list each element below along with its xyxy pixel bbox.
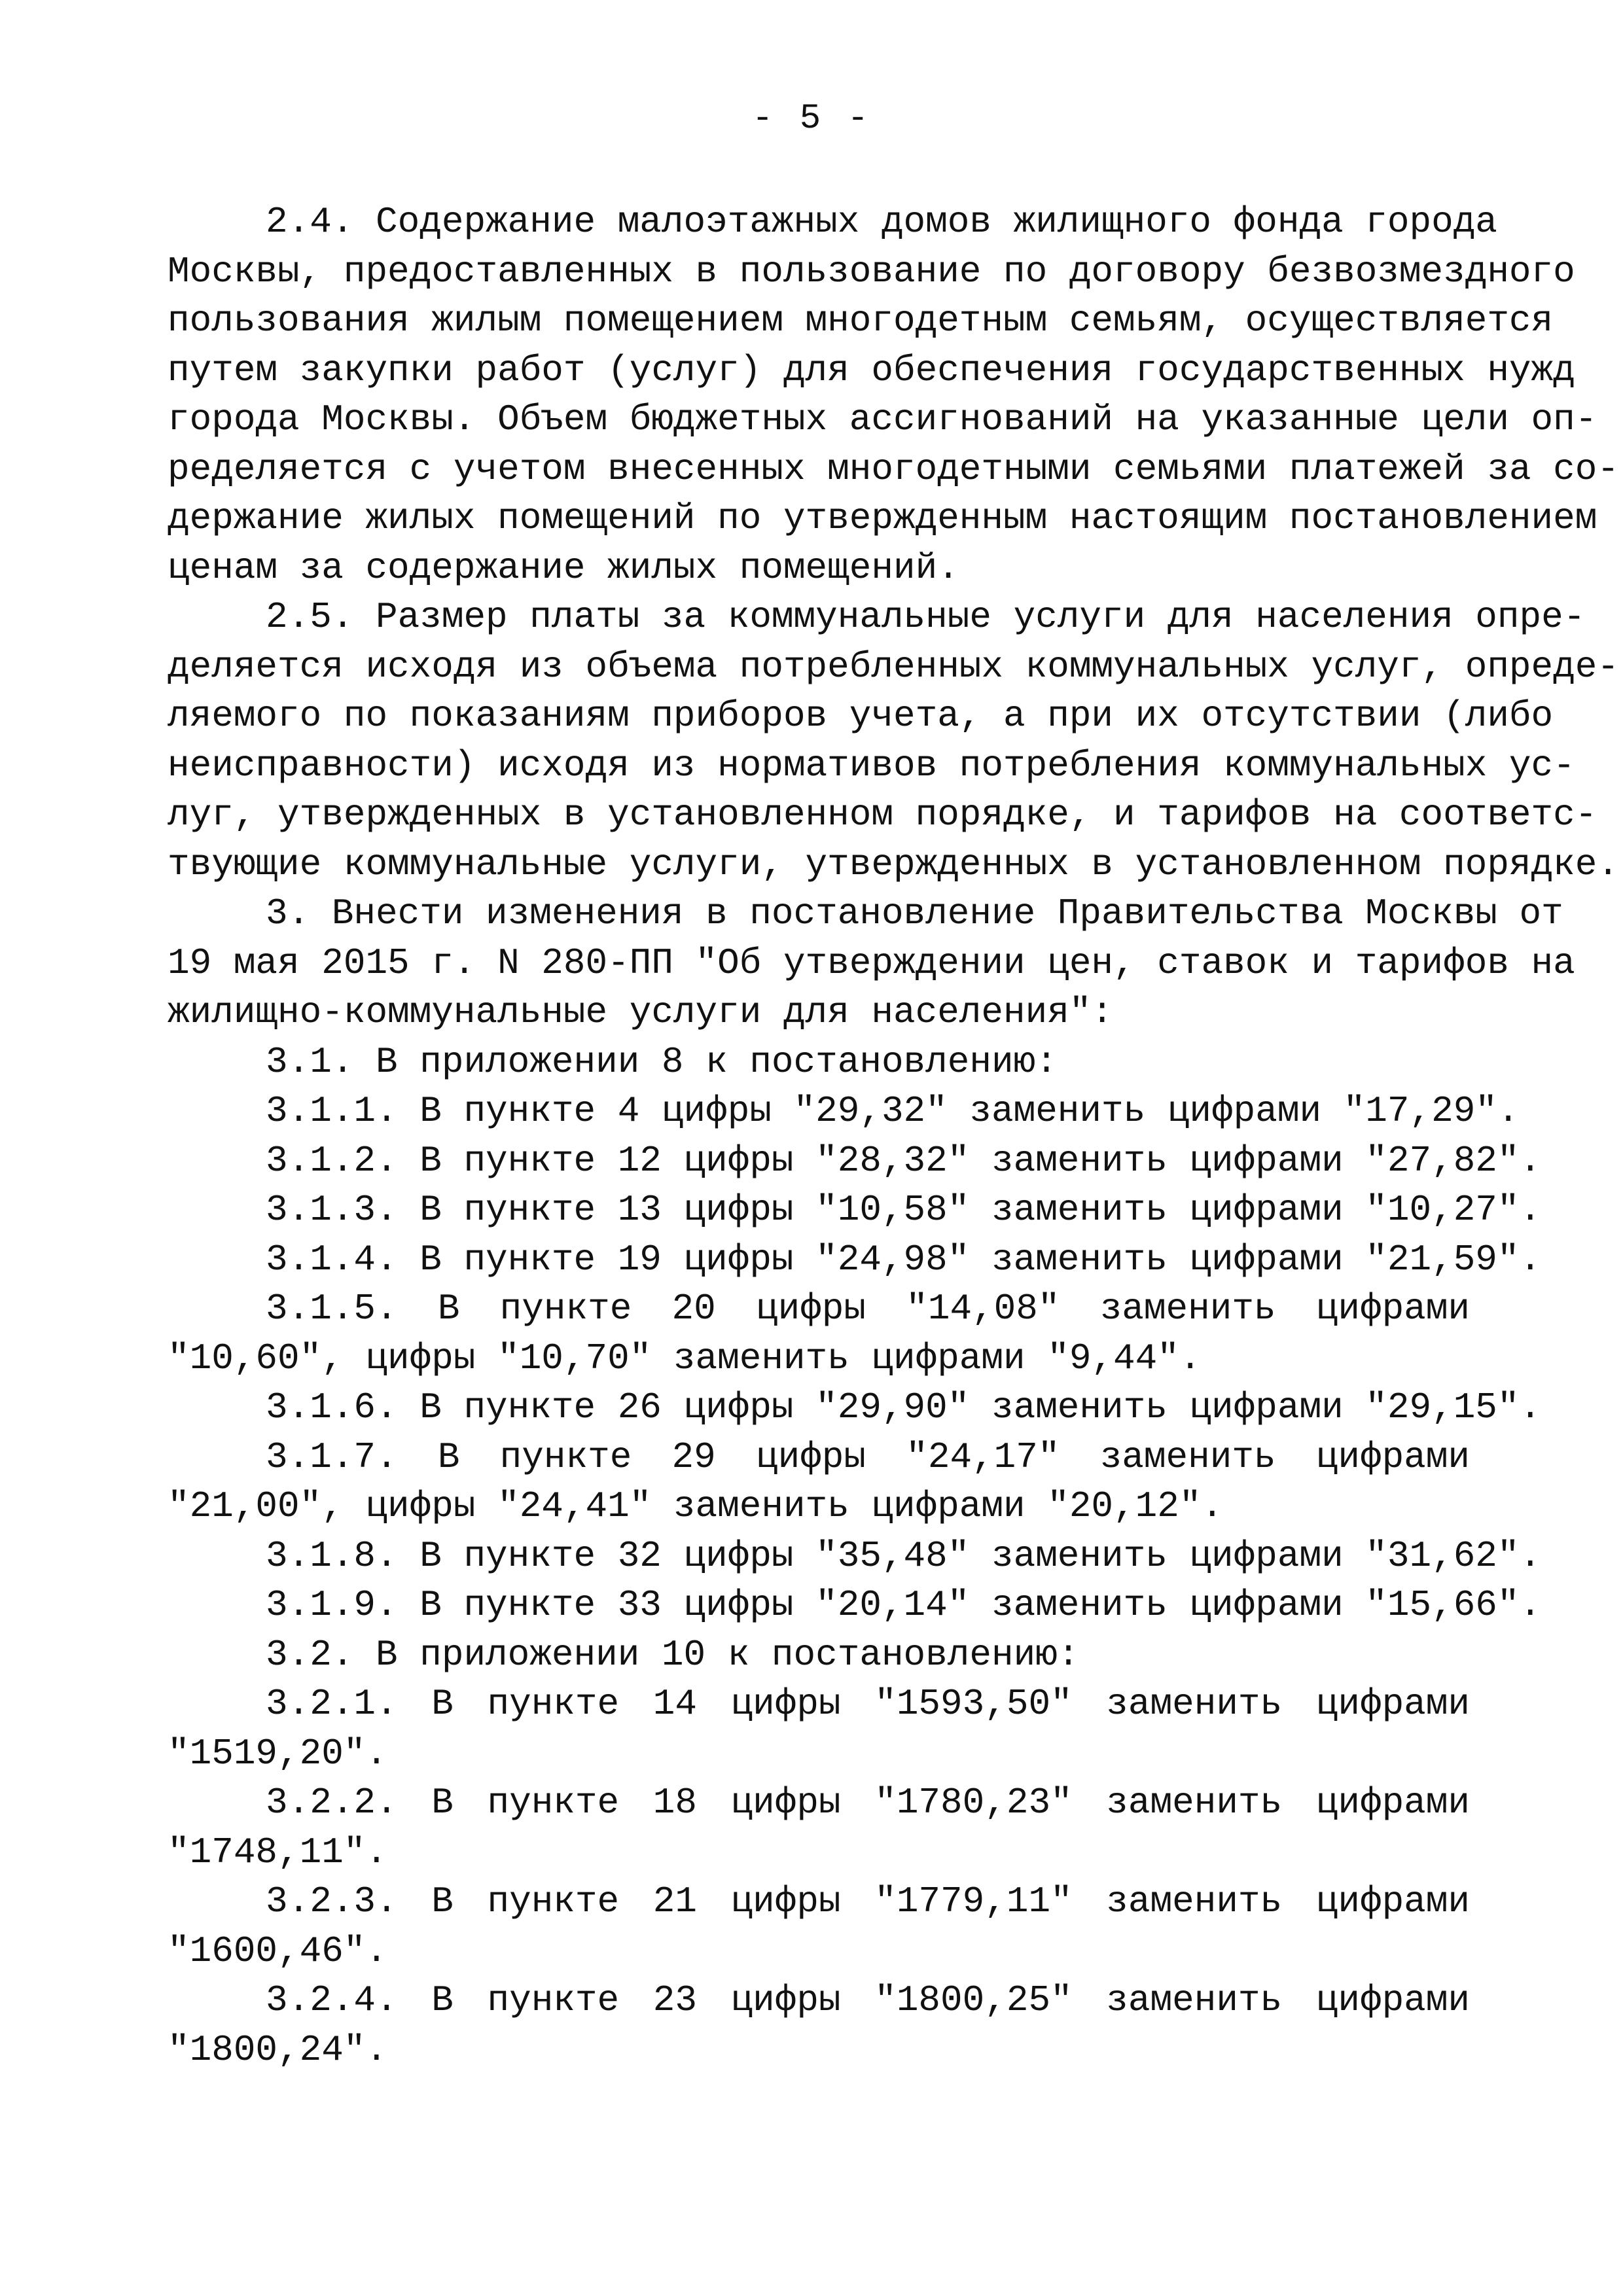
paragraph-2-5 bbox=[168, 593, 1619, 889]
item-3-1-9: 3.1.9. В пункте 33 цифры "20,14" заменить цифрами "15,66". bbox=[266, 1584, 1542, 1626]
item-3-1-2: 3.1.2. В пункте 12 цифры "28,32" заменить цифрами "27,82". bbox=[266, 1139, 1542, 1182]
text-line: 3. Внести изменения в постановление Правительства Москвы от bbox=[266, 892, 1563, 934]
text-line: луг, утвержденных в установленном порядке, и тарифов на соответс- bbox=[168, 794, 1597, 836]
paragraph-3 bbox=[168, 889, 1575, 1038]
text-line: 2.5. Размер платы за коммунальные услуги для населения опре- bbox=[266, 596, 1586, 638]
text-line: твующие коммунальные услуги, утвержденных в установленном порядке. bbox=[168, 843, 1619, 885]
text-line: деляется исходя из объема потребленных коммунальных услуг, опреде- bbox=[168, 645, 1619, 688]
document-body bbox=[168, 198, 1619, 2075]
text-line: путем закупки работ (услуг) для обеспечения государственных нужд bbox=[168, 349, 1575, 391]
text-line: пользования жилым помещением многодетным семьям, осуществляется bbox=[168, 300, 1554, 342]
item-3-1: 3.1. В приложении 8 к постановлению: bbox=[266, 1040, 1058, 1083]
item-3-1-7: 3.1.7. В пункте 29 цифры "24,17" заменить цифрами "21,00", цифры "24,41" заменить цифрами "20,12". bbox=[168, 1436, 1470, 1527]
text-line: 2.4. Содержание малоэтажных домов жилищного фонда города bbox=[266, 201, 1497, 243]
item-3-1-6: 3.1.6. В пункте 26 цифры "29,90" заменить цифрами "29,15". bbox=[266, 1386, 1542, 1428]
text-line: города Москвы. Объем бюджетных ассигнований на указанные цели оп- bbox=[168, 398, 1597, 440]
item-3-2-1: 3.2.1. В пункте 14 цифры "1593,50" заменить цифрами "1519,20". bbox=[168, 1683, 1470, 1775]
item-3-2: 3.2. В приложении 10 к постановлению: bbox=[266, 1633, 1080, 1676]
text-line: Москвы, предоставленных в пользование по договору безвозмездного bbox=[168, 250, 1575, 292]
text-line: неисправности) исходя из нормативов потребления коммунальных ус- bbox=[168, 744, 1575, 786]
text-line: держание жилых помещений по утвержденным настоящим постановлением bbox=[168, 497, 1597, 539]
text-line: жилищно-коммунальные услуги для населения": bbox=[168, 991, 1114, 1033]
text-line: 19 мая 2015 г. N 280-ПП "Об утверждении цен, ставок и тарифов на bbox=[168, 942, 1575, 984]
item-3-1-1: 3.1.1. В пункте 4 цифры "29,32" заменить цифрами "17,29". bbox=[266, 1090, 1520, 1132]
item-3-2-4: 3.2.4. В пункте 23 цифры "1800,25" заменить цифрами "1800,24". bbox=[168, 1979, 1470, 2071]
item-3-1-5: 3.1.5. В пункте 20 цифры "14,08" заменить цифрами "10,60", цифры "10,70" заменить цифрами "9,44". bbox=[168, 1288, 1470, 1379]
paragraph-2-4 bbox=[168, 198, 1619, 593]
item-3-1-8: 3.1.8. В пункте 32 цифры "35,48" заменить цифрами "31,62". bbox=[266, 1534, 1542, 1577]
page-number: - 5 - bbox=[751, 99, 872, 139]
item-3-1-3: 3.1.3. В пункте 13 цифры "10,58" заменить цифрами "10,27". bbox=[266, 1189, 1542, 1231]
item-3-2-2: 3.2.2. В пункте 18 цифры "1780,23" заменить цифрами "1748,11". bbox=[168, 1782, 1470, 1873]
text-line: ределяется с учетом внесенных многодетными семьями платежей за со- bbox=[168, 448, 1619, 490]
text-line: ляемого по показаниям приборов учета, а при их отсутствии (либо bbox=[168, 695, 1554, 737]
text-line: ценам за содержание жилых помещений. bbox=[168, 546, 959, 589]
item-3-2-3: 3.2.3. В пункте 21 цифры "1779,11" заменить цифрами "1600,46". bbox=[168, 1881, 1470, 1972]
item-3-1-4: 3.1.4. В пункте 19 цифры "24,98" заменить цифрами "21,59". bbox=[266, 1238, 1542, 1280]
